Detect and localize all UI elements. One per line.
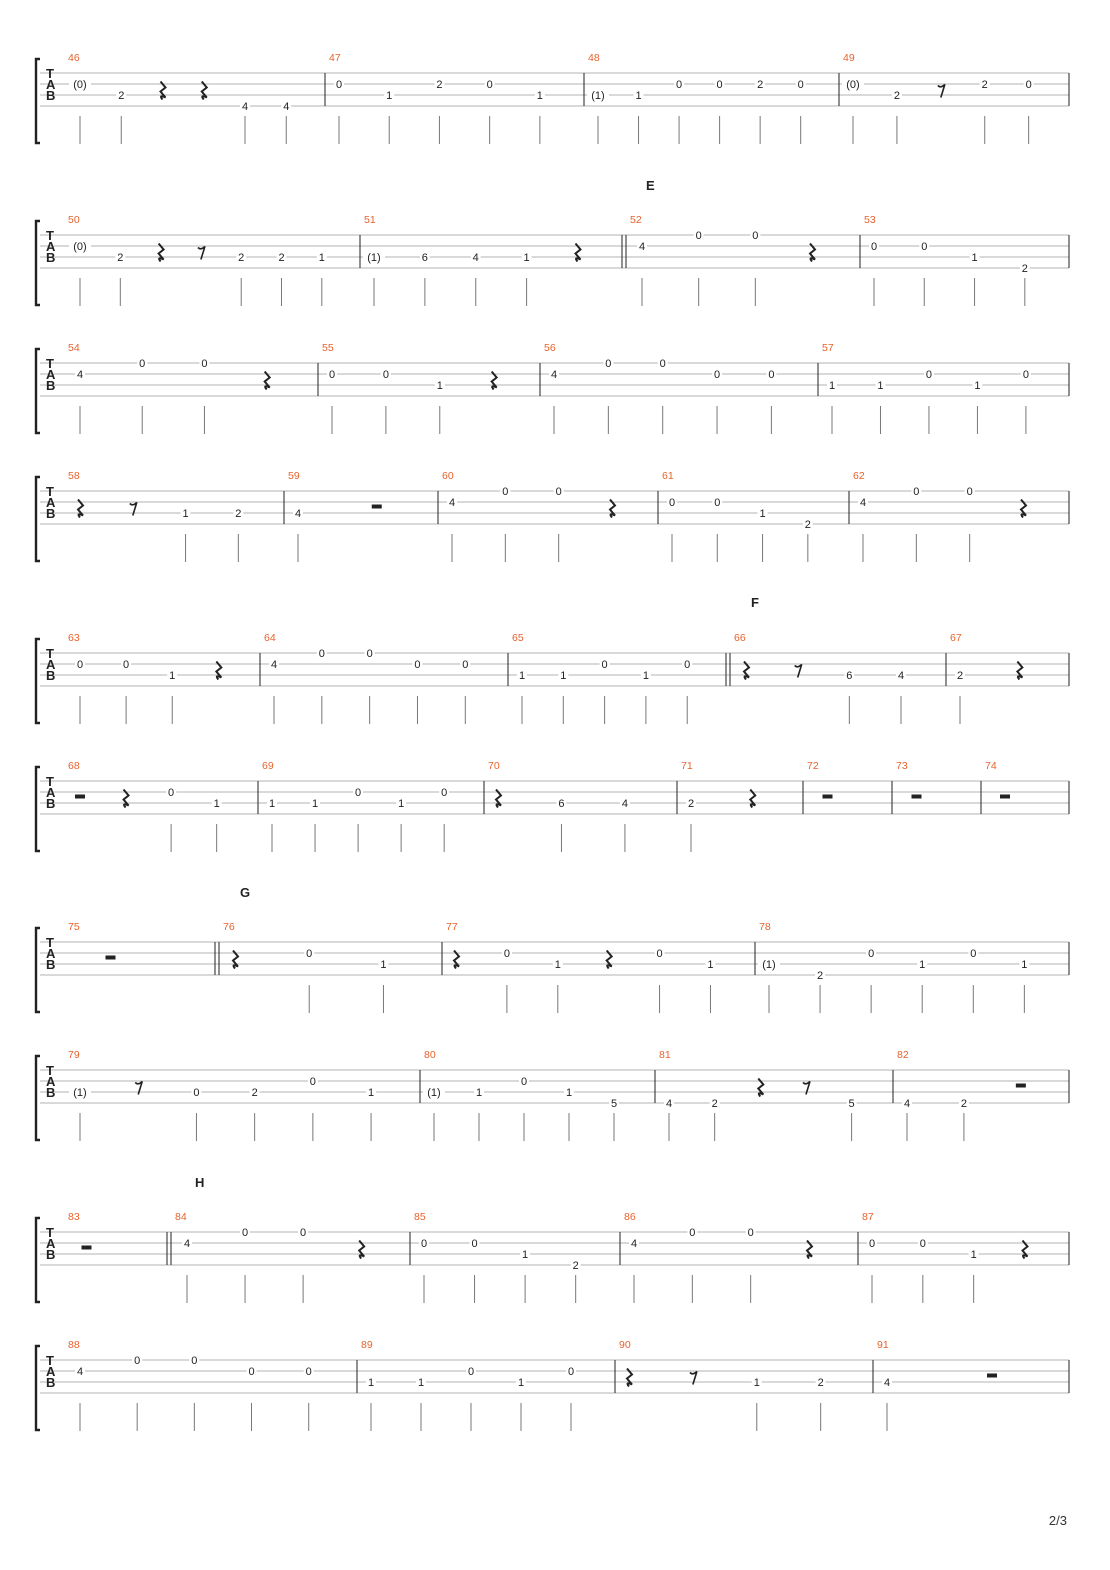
fret-number: 0 bbox=[248, 1366, 255, 1378]
fret-number: 0 bbox=[191, 1355, 198, 1367]
tab-clef-letter: A bbox=[46, 77, 56, 92]
eighth-rest bbox=[130, 503, 137, 516]
fret-number: 0 bbox=[193, 1087, 200, 1099]
fret-number: 0 bbox=[1022, 369, 1029, 381]
tab-clef-letter: B bbox=[46, 668, 56, 683]
fret-number: (1) bbox=[73, 1087, 87, 1099]
fret-number: (1) bbox=[762, 959, 776, 971]
fret-number: 0 bbox=[555, 486, 562, 498]
system-bracket bbox=[36, 477, 40, 561]
system-bracket bbox=[36, 1346, 40, 1430]
measure-number: 56 bbox=[544, 342, 556, 354]
fret-number: 6 bbox=[421, 252, 428, 264]
fret-number: 0 bbox=[768, 369, 775, 381]
fret-number: 0 bbox=[471, 1238, 478, 1250]
section-marker: F bbox=[751, 595, 759, 610]
measure-number: 79 bbox=[68, 1049, 80, 1061]
measure-number: 58 bbox=[68, 470, 80, 482]
fret-number: 0 bbox=[601, 659, 608, 671]
tab-clef-letter: T bbox=[46, 1063, 54, 1078]
fret-number: 0 bbox=[868, 948, 875, 960]
fret-number: 2 bbox=[956, 670, 964, 682]
fret-number: 0 bbox=[139, 358, 146, 370]
measure-number: 82 bbox=[897, 1049, 909, 1061]
fret-number: 1 bbox=[213, 798, 220, 810]
half-rest bbox=[823, 795, 833, 799]
fret-number: 0 bbox=[355, 787, 362, 799]
fret-number: 1 bbox=[268, 798, 276, 810]
fret-number: 4 bbox=[241, 101, 249, 113]
measure-number: 86 bbox=[624, 1211, 636, 1223]
fret-number: 5 bbox=[848, 1098, 855, 1110]
measure-number: 53 bbox=[864, 214, 876, 226]
fret-number: 0 bbox=[747, 1227, 754, 1239]
fret-number: 4 bbox=[283, 101, 290, 113]
fret-number: 2 bbox=[235, 508, 242, 520]
fret-number: 0 bbox=[503, 948, 510, 960]
eighth-rest bbox=[795, 665, 802, 678]
half-rest bbox=[987, 1374, 997, 1378]
fret-number: 0 bbox=[328, 369, 336, 381]
tab-system bbox=[36, 1339, 1069, 1431]
fret-number: 2 bbox=[118, 90, 125, 102]
fret-number: 0 bbox=[695, 230, 702, 242]
fret-number: 0 bbox=[659, 358, 666, 370]
fret-number: 0 bbox=[870, 241, 878, 253]
tab-clef-letter: A bbox=[46, 1236, 56, 1251]
fret-number: 1 bbox=[560, 670, 567, 682]
measure-number: 70 bbox=[488, 760, 500, 772]
fret-number: 4 bbox=[76, 1366, 84, 1378]
section-marker: H bbox=[195, 1175, 205, 1190]
tab-system bbox=[36, 1049, 1069, 1141]
tab-clef-letter: A bbox=[46, 946, 56, 961]
fret-number: 1 bbox=[368, 1087, 375, 1099]
fret-number: 0 bbox=[656, 948, 663, 960]
fret-number: 0 bbox=[318, 648, 325, 660]
fret-number: 0 bbox=[382, 369, 389, 381]
measure-number: 46 bbox=[68, 52, 80, 64]
fret-number: 2 bbox=[817, 1377, 824, 1389]
fret-number: 0 bbox=[676, 79, 683, 91]
fret-number: 0 bbox=[716, 79, 723, 91]
measure-number: 54 bbox=[68, 342, 80, 354]
fret-number: 2 bbox=[238, 252, 245, 264]
fret-number: 5 bbox=[610, 1098, 618, 1110]
tab-system bbox=[36, 178, 1069, 306]
section-marker: G bbox=[240, 885, 251, 900]
measure-number: 66 bbox=[734, 632, 746, 644]
measure-number: 61 bbox=[662, 470, 674, 482]
fret-number: 0 bbox=[966, 486, 973, 498]
fret-number: 4 bbox=[897, 670, 905, 682]
fret-number: 1 bbox=[380, 959, 387, 971]
measure-number: 57 bbox=[822, 342, 834, 354]
fret-number: 2 bbox=[817, 970, 824, 982]
fret-number: 1 bbox=[707, 959, 714, 971]
measure-number: 59 bbox=[288, 470, 300, 482]
fret-number: 0 bbox=[797, 79, 804, 91]
tab-clef-letter: A bbox=[46, 1364, 56, 1379]
fret-number: 6 bbox=[846, 670, 853, 682]
fret-number: 0 bbox=[134, 1355, 141, 1367]
fret-number: 0 bbox=[486, 79, 493, 91]
fret-number: 1 bbox=[828, 380, 836, 392]
measure-number: 67 bbox=[950, 632, 962, 644]
tab-clef-letter: A bbox=[46, 1074, 56, 1089]
fret-number: 2 bbox=[687, 798, 695, 810]
fret-number: 0 bbox=[605, 358, 612, 370]
fret-number: (0) bbox=[73, 79, 87, 91]
measure-number: 80 bbox=[424, 1049, 436, 1061]
fret-number: 1 bbox=[1021, 959, 1028, 971]
fret-number: 2 bbox=[981, 79, 988, 91]
section-marker: E bbox=[646, 178, 655, 193]
fret-number: 2 bbox=[436, 79, 443, 91]
tab-clef-letter: B bbox=[46, 1085, 56, 1100]
tab-clef-letter: B bbox=[46, 957, 56, 972]
fret-number: 1 bbox=[522, 1249, 529, 1261]
measure-number: 69 bbox=[262, 760, 274, 772]
fret-number: 1 bbox=[974, 380, 981, 392]
fret-number: 1 bbox=[318, 252, 325, 264]
measure-number: 65 bbox=[512, 632, 524, 644]
fret-number: 1 bbox=[517, 1377, 525, 1389]
tab-clef-letter: B bbox=[46, 1247, 56, 1262]
half-rest bbox=[912, 795, 922, 799]
fret-number: 0 bbox=[913, 486, 920, 498]
fret-number: 1 bbox=[565, 1087, 573, 1099]
fret-number: 1 bbox=[635, 90, 642, 102]
fret-number: 1 bbox=[970, 1249, 977, 1261]
fret-number: 4 bbox=[630, 1238, 638, 1250]
fret-number: 4 bbox=[638, 241, 646, 253]
fret-number: 1 bbox=[536, 90, 543, 102]
fret-number: (1) bbox=[427, 1087, 441, 1099]
tab-clef-letter: A bbox=[46, 785, 56, 800]
system-bracket bbox=[36, 639, 40, 723]
fret-number: 0 bbox=[305, 1366, 312, 1378]
fret-number: 1 bbox=[919, 959, 926, 971]
fret-number: 4 bbox=[903, 1098, 911, 1110]
fret-number: 0 bbox=[714, 497, 721, 509]
fret-number: 1 bbox=[169, 670, 176, 682]
fret-number: 1 bbox=[386, 90, 393, 102]
fret-number: 0 bbox=[868, 1238, 876, 1250]
fret-number: 0 bbox=[201, 358, 208, 370]
fret-number: 1 bbox=[182, 508, 189, 520]
tab-clef-letter: B bbox=[46, 796, 56, 811]
tab-system bbox=[36, 52, 1069, 144]
fret-number: 2 bbox=[572, 1260, 579, 1272]
fret-number: (1) bbox=[591, 90, 605, 102]
measure-number: 72 bbox=[807, 760, 819, 772]
fret-number: 0 bbox=[713, 369, 721, 381]
measure-number: 62 bbox=[853, 470, 865, 482]
fret-number: 0 bbox=[335, 79, 343, 91]
half-rest bbox=[106, 956, 116, 960]
fret-number: 2 bbox=[804, 519, 811, 531]
fret-number: 0 bbox=[684, 659, 691, 671]
system-bracket bbox=[36, 59, 40, 143]
fret-number: 0 bbox=[752, 230, 759, 242]
tab-clef-letter: T bbox=[46, 1225, 54, 1240]
fret-number: 2 bbox=[117, 252, 124, 264]
tab-clef-letter: B bbox=[46, 250, 56, 265]
fret-number: 0 bbox=[168, 787, 175, 799]
measure-number: 84 bbox=[175, 1211, 187, 1223]
fret-number: 0 bbox=[309, 1076, 316, 1088]
fret-number: 1 bbox=[523, 252, 530, 264]
fret-number: 1 bbox=[642, 670, 649, 682]
fret-number: 0 bbox=[123, 659, 130, 671]
fret-number: 0 bbox=[689, 1227, 696, 1239]
eighth-rest bbox=[690, 1372, 697, 1385]
fret-number: 0 bbox=[1025, 79, 1032, 91]
fret-number: 1 bbox=[971, 252, 978, 264]
fret-number: 2 bbox=[278, 252, 285, 264]
fret-number: 0 bbox=[668, 497, 676, 509]
system-bracket bbox=[36, 1218, 40, 1302]
tab-system bbox=[36, 470, 1069, 562]
tab-system bbox=[36, 342, 1069, 434]
tab-clef-letter: B bbox=[46, 378, 56, 393]
tab-system bbox=[36, 885, 1069, 1013]
measure-number: 88 bbox=[68, 1339, 80, 1351]
fret-number: 4 bbox=[294, 508, 302, 520]
tab-clef-letter: T bbox=[46, 646, 54, 661]
fret-number: 0 bbox=[467, 1366, 475, 1378]
tab-system bbox=[36, 595, 1069, 724]
fret-number: 4 bbox=[550, 369, 558, 381]
tab-clef-letter: B bbox=[46, 88, 56, 103]
fret-number: (0) bbox=[846, 79, 860, 91]
system-bracket bbox=[36, 1056, 40, 1140]
fret-number: 2 bbox=[1021, 263, 1028, 275]
half-rest bbox=[82, 1246, 92, 1250]
measure-number: 76 bbox=[223, 921, 235, 933]
tab-clef-letter: T bbox=[46, 228, 54, 243]
eighth-rest bbox=[803, 1082, 810, 1095]
fret-number: 4 bbox=[183, 1238, 191, 1250]
fret-number: 0 bbox=[300, 1227, 307, 1239]
tab-clef-letter: B bbox=[46, 506, 56, 521]
measure-number: 49 bbox=[843, 52, 855, 64]
fret-number: 0 bbox=[366, 648, 373, 660]
half-rest bbox=[75, 795, 85, 799]
measure-number: 87 bbox=[862, 1211, 874, 1223]
fret-number: 0 bbox=[241, 1227, 249, 1239]
fret-number: 0 bbox=[462, 659, 469, 671]
eighth-rest bbox=[135, 1082, 142, 1095]
eighth-rest bbox=[938, 85, 945, 98]
fret-number: 4 bbox=[270, 659, 278, 671]
fret-number: 4 bbox=[665, 1098, 673, 1110]
fret-number: 1 bbox=[753, 1377, 760, 1389]
tab-clef-letter: T bbox=[46, 1353, 54, 1368]
system-bracket bbox=[36, 349, 40, 433]
measure-number: 83 bbox=[68, 1211, 80, 1223]
fret-number: 1 bbox=[311, 798, 319, 810]
measure-number: 91 bbox=[877, 1339, 889, 1351]
system-bracket bbox=[36, 928, 40, 1012]
measure-number: 50 bbox=[68, 214, 80, 226]
fret-number: 0 bbox=[567, 1366, 575, 1378]
tab-clef-letter: T bbox=[46, 935, 54, 950]
fret-number: 0 bbox=[502, 486, 509, 498]
tab-system bbox=[36, 1175, 1069, 1303]
measure-number: 52 bbox=[630, 214, 642, 226]
measure-number: 85 bbox=[414, 1211, 426, 1223]
tab-clef-letter: T bbox=[46, 774, 54, 789]
fret-number: (0) bbox=[73, 241, 87, 253]
fret-number: 0 bbox=[306, 948, 313, 960]
measure-number: 63 bbox=[68, 632, 80, 644]
fret-number: 2 bbox=[893, 90, 900, 102]
page-number: 2/3 bbox=[1048, 1513, 1067, 1528]
fret-number: 0 bbox=[921, 241, 928, 253]
tab-clef-letter: A bbox=[46, 657, 56, 672]
fret-number: 1 bbox=[367, 1377, 375, 1389]
fret-number: 1 bbox=[398, 798, 405, 810]
fret-number: 1 bbox=[759, 508, 766, 520]
fret-number: 4 bbox=[472, 252, 479, 264]
measure-number: 74 bbox=[985, 760, 997, 772]
fret-number: 4 bbox=[448, 497, 456, 509]
fret-number: 2 bbox=[757, 79, 764, 91]
fret-number: 1 bbox=[475, 1087, 483, 1099]
tab-system bbox=[36, 760, 1069, 852]
fret-number: 4 bbox=[883, 1377, 891, 1389]
fret-number: 2 bbox=[960, 1098, 967, 1110]
fret-number: 0 bbox=[520, 1076, 528, 1088]
tab-clef-letter: A bbox=[46, 239, 56, 254]
tab-clef-letter: T bbox=[46, 356, 54, 371]
tab-clef-letter: T bbox=[46, 66, 54, 81]
eighth-rest bbox=[198, 247, 205, 260]
measure-number: 51 bbox=[364, 214, 376, 226]
measure-number: 73 bbox=[896, 760, 908, 772]
system-bracket bbox=[36, 221, 40, 305]
measure-number: 81 bbox=[659, 1049, 671, 1061]
fret-number: 4 bbox=[859, 497, 867, 509]
fret-number: 0 bbox=[420, 1238, 428, 1250]
fret-number: 0 bbox=[441, 787, 448, 799]
measure-number: 68 bbox=[68, 760, 80, 772]
measure-number: 75 bbox=[68, 921, 80, 933]
fret-number: 1 bbox=[518, 670, 526, 682]
measure-number: 90 bbox=[619, 1339, 631, 1351]
fret-number: 4 bbox=[76, 369, 84, 381]
fret-number: 0 bbox=[414, 659, 421, 671]
measure-number: 60 bbox=[442, 470, 454, 482]
fret-number: 1 bbox=[877, 380, 884, 392]
fret-number: 2 bbox=[711, 1098, 718, 1110]
fret-number: 4 bbox=[621, 798, 628, 810]
measure-number: 89 bbox=[361, 1339, 373, 1351]
fret-number: 0 bbox=[76, 659, 84, 671]
fret-number: 6 bbox=[558, 798, 565, 810]
measure-number: 77 bbox=[446, 921, 458, 933]
measure-number: 47 bbox=[329, 52, 341, 64]
tab-clef-letter: A bbox=[46, 495, 56, 510]
half-rest bbox=[1016, 1084, 1026, 1088]
measure-number: 55 bbox=[322, 342, 334, 354]
measure-number: 78 bbox=[759, 921, 771, 933]
tab-clef-letter: T bbox=[46, 484, 54, 499]
tab-clef-letter: B bbox=[46, 1375, 56, 1390]
system-bracket bbox=[36, 767, 40, 851]
fret-number: 2 bbox=[251, 1087, 258, 1099]
half-rest bbox=[1000, 795, 1010, 799]
tab-clef-letter: A bbox=[46, 367, 56, 382]
fret-number: 0 bbox=[970, 948, 977, 960]
measure-number: 71 bbox=[681, 760, 693, 772]
measure-number: 64 bbox=[264, 632, 276, 644]
fret-number: 1 bbox=[554, 959, 561, 971]
fret-number: 1 bbox=[417, 1377, 425, 1389]
fret-number: 1 bbox=[436, 380, 443, 392]
measure-number: 48 bbox=[588, 52, 600, 64]
half-rest bbox=[372, 505, 382, 509]
fret-number: (1) bbox=[367, 252, 381, 264]
fret-number: 0 bbox=[925, 369, 933, 381]
fret-number: 0 bbox=[919, 1238, 926, 1250]
